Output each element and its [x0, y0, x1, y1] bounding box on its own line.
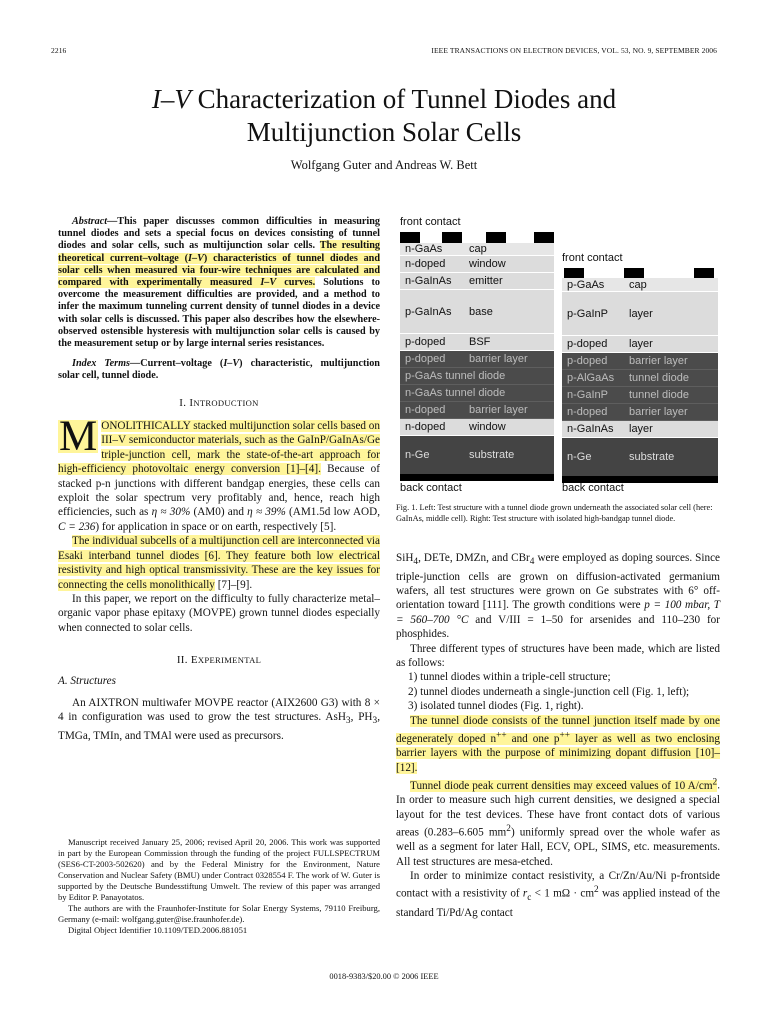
layer-p-gaas	[562, 278, 718, 292]
intro-p2-rest: [7]–[9].	[214, 578, 253, 591]
structures-a: An AIXTRON multiwafer MOVPE reactor (AIX2600 G3) with 8 × 4 in configuration was used to grow the test structures. AsH	[58, 696, 380, 724]
layer-role: layer	[629, 423, 653, 435]
layer-material: p-GaAs tunnel diode	[405, 370, 506, 382]
structures-sub-ph3: 3	[372, 716, 378, 727]
contact-pad	[564, 268, 584, 278]
layer-material: n-GaAs	[405, 243, 443, 255]
layer-role: barrier layer	[629, 406, 688, 418]
rc-p4-rest2: ) uniformly spread over the whole wafer as well as a segment for later Hall, ECV, OPL, SIMS, etc. measurements. All test structures are mesa-etched.	[396, 826, 721, 868]
intro-p1-highlight: ONOLITHICALLY stacked multijunction solar cells based on III–V semiconductor materials, such as the GaInP/GaInAs/Ge triple-junction cell, mark the state-of-the-art approach for high-efficiency photovoltaic energy conversion [1]–[4].	[58, 420, 380, 476]
layer-material: n-Ge	[567, 451, 592, 463]
intro-paragraph-3: In this paper, we report on the difficulty to fully characterize metal–organic vapor phase epitaxy (MOVPE) grown tunnel diodes especially when connected to solar cells.	[58, 592, 380, 634]
back-contact-bar	[400, 474, 554, 481]
structures-paragraph	[58, 696, 380, 743]
rc-sup-p: ++	[559, 730, 571, 741]
layer-n-gainp	[562, 387, 718, 404]
contact-pad	[624, 268, 644, 278]
index-terms-iv: I–V	[223, 358, 240, 370]
layer-role: emitter	[469, 275, 503, 287]
layer-role: layer	[629, 308, 653, 320]
section2-numeral: II.	[176, 654, 188, 667]
subsection-structures: A. Structures	[58, 674, 117, 687]
rc-p5-c: c	[527, 893, 532, 904]
left-front-contact-label: front contact	[400, 216, 461, 228]
rc-p5-a: In order to minimize contact resistivity, a Cr/Zn/Au/Ni p-frontside contact with a resistivity of	[396, 869, 720, 901]
structures-types-paragraph: Three different types of structures have been made, which are listed as follows:	[396, 642, 720, 670]
abstract-hl-a: The resulting theoretical current–voltage (	[58, 240, 380, 264]
journal-header: IEEE TRANSACTIONS ON ELECTRON DEVICES, VOL. 53, NO. 9, SEPTEMBER 2006	[431, 46, 717, 55]
abstract-hl-c: curves.	[276, 277, 316, 289]
rc-p3-c: layer as well as two enclosing barrier layers with the purpose of minimizing dopant diffusion [10]–[12].	[396, 732, 720, 774]
layer-n-doped	[400, 419, 554, 436]
abstract-hl-b: ) characteristics of tunnel diodes and solar cells when measured via four-wire techniques are calculated and compared with experimentally measured	[58, 252, 380, 289]
rc-p1-c: were employed as doping sources. Since triple-junction cells are grown on diffusion-activated germanium wafers, all test structures were grown on Ge substrates with 6° off-orientation toward [111]. The growth conditions were	[396, 552, 721, 612]
section2-rest: XPERIMENTAL	[197, 655, 262, 666]
list-item: 3) isolated tunnel diodes (Fig. 1, right).	[408, 700, 584, 713]
layer-role: tunnel diode	[629, 389, 689, 401]
title-iv: I–V	[151, 84, 191, 114]
rc-p5-d: < 1 mΩ · cm	[531, 888, 595, 901]
layer-role: BSF	[469, 336, 491, 348]
layer-material: p-GaInP	[567, 308, 608, 320]
rc-p5-sup: 2	[594, 885, 599, 896]
rc-sub-sih4: 4	[413, 557, 419, 568]
rc-p1-d: p = 100 mbar, T = 560–700 °C	[396, 599, 720, 626]
section2-first-letter: E	[190, 654, 198, 667]
layer-material: n-GaInAs	[405, 275, 452, 287]
layer-role: window	[469, 258, 506, 270]
section1-rest: NTRODUCTION	[193, 397, 259, 408]
abstract-label: Abstract—	[72, 216, 118, 227]
layer-p-doped	[562, 336, 718, 353]
figure-1	[396, 214, 722, 494]
structures-b: , PH	[350, 711, 373, 724]
authors: Wolfgang Guter and Andreas W. Bett	[290, 158, 478, 172]
layer-role: cap	[469, 243, 487, 255]
intro-conc: C = 236	[58, 520, 96, 533]
paper-title	[0, 83, 768, 149]
layer-n-doped	[400, 256, 554, 273]
abstract-text3: Solutions to overcome the measurement difficulties are provided, and a method to infer the maximum tunneling current density of tunnel diodes in a device with solar cells is discussed. This paper also describes how the elsewhere-observed ostensible hysteresis with multijunction solar cells is caused by the measurement setup or by large internal series resistances.	[58, 277, 380, 350]
layer-material: p-GaInAs	[405, 306, 452, 318]
footnote-manuscript: Manuscript received January 25, 2006; revised April 20, 2006. This work was supported in part by the European Commission through the funding of the project FULLSPECTRUM (SES6-CT-2003-502620) and by the Federal Ministry for the Environment, Nature Conservation and Nuclear Safety (BMU) under Contract 0328554 F. The work of W. Guter is supported by the Deutsche Bundesstiftung Umwelt. The review of this paper was arranged by Editor P. Panayotatos.	[58, 837, 380, 902]
left-column	[58, 216, 380, 743]
footer-copyright: 0018-9383/$20.00 © 2006 IEEE	[329, 972, 439, 981]
abstract-hl-iv: I–V	[188, 252, 204, 264]
index-terms-label: Index Terms—	[72, 358, 141, 370]
layer-role: cap	[629, 279, 647, 291]
rc-sub-cbr4: 4	[529, 557, 535, 568]
section-heading-experimental	[58, 653, 380, 667]
rc-p4-a: Tunnel diode peak current densities may exceed values of 10 A/cm	[410, 779, 713, 792]
intro-p1-b: (AM0) and	[190, 506, 248, 519]
contact-pad	[694, 268, 714, 278]
right-front-contact-label: front contact	[562, 252, 623, 264]
layer-n-gaas	[400, 243, 554, 256]
layer-material: p-doped	[405, 353, 446, 365]
intro-p2-highlight: The individual subcells of a multijunction cell are interconnected via Esaki interband tunnel diodes [6]. They feature both low electrical resistivity and high optical transmissivity. These are the key issues for connecting the cells monolithically	[58, 535, 380, 591]
rc-p5-b: r	[522, 888, 528, 901]
layer-n-gainas	[562, 421, 718, 438]
section1-numeral: I.	[179, 396, 187, 409]
list-item: 2) tunnel diodes underneath a single-junction cell (Fig. 1, left);	[408, 685, 690, 698]
layer-p-algaas	[562, 370, 718, 387]
index-terms-a: Current–voltage (	[140, 358, 224, 370]
index-terms	[58, 358, 380, 382]
abstract-hl-iv2: I–V	[260, 277, 277, 289]
layer-material: n-Ge	[405, 449, 430, 461]
layer-material: p-doped	[405, 336, 446, 348]
footnote	[58, 837, 380, 936]
intro-eta2: η ≈ 39%	[247, 506, 286, 519]
layer-n-ge	[562, 438, 718, 476]
rc-p1-a: SiH	[396, 552, 414, 564]
intro-paragraph-2	[58, 534, 380, 592]
layer-p-gaas-tunnel-diode	[400, 368, 554, 385]
structure-list	[396, 670, 720, 713]
rc-p4-rest: . In order to measure such high current densities, we designed a special layout for the test devices. These have front contact dots of various areas (0.283–6.605 mm	[396, 779, 720, 839]
intro-paragraph-1	[58, 413, 380, 534]
layer-p-gainp	[562, 292, 718, 336]
structures-c: , TMGa, TMIn, and TMAl were used as precursors.	[58, 711, 380, 742]
structures-sub-ash3: 3	[345, 716, 351, 727]
page-number: 2216	[51, 46, 67, 55]
abstract	[58, 216, 380, 350]
layer-role: window	[469, 421, 506, 433]
section1-first-letter: I	[189, 396, 194, 409]
tunnel-diode-highlight	[396, 715, 720, 774]
layer-material: n-doped	[405, 421, 446, 433]
layer-role: tunnel diode	[629, 372, 689, 384]
rc-p4-sup2: 2	[506, 824, 511, 835]
layer-p-doped	[562, 353, 718, 370]
dropcap: M	[59, 413, 98, 461]
layer-material: n-GaInP	[567, 389, 608, 401]
intro-p1-a: Because of stacked p-n junctions with different bandgap energies, these cells can exploit the solar spectrum very profitably and, hence, reach high efficiencies, such as	[58, 463, 380, 519]
rc-p3-b: and one p	[506, 732, 560, 745]
rc-p3-a: The tunnel diode consists of the tunnel junction itself made by one degenerately doped n	[396, 714, 720, 745]
layer-material: n-GaAs tunnel diode	[405, 387, 506, 399]
layer-n-gaas-tunnel-diode	[400, 385, 554, 402]
index-terms-b: ) characteristic, multijunction solar cell, tunnel diode.	[58, 358, 380, 382]
layer-material: p-doped	[567, 355, 608, 367]
layer-role: base	[469, 306, 493, 318]
figure-caption: Fig. 1. Left: Test structure with a tunnel diode grown underneath the associated solar cell (here: GaInAs, middle cell). Right: Test structure with isolated high-bandgap tunnel diode.	[396, 503, 713, 523]
layer-material: p-GaAs	[567, 279, 605, 291]
tunnel-diode-paragraph	[396, 714, 720, 775]
layer-role: barrier layer	[469, 353, 528, 365]
abstract-text1: This paper discusses common difficulties in measuring tunnel diodes and sets a special focus on devices consisting of tunnel diodes and solar cells, such as multijunction solar cells.	[58, 216, 380, 252]
rc-p4-sup: 2	[712, 777, 718, 788]
layer-role: substrate	[469, 449, 515, 461]
layer-p-doped	[400, 351, 554, 368]
title-line1: Characterization of Tunnel Diodes and	[190, 84, 617, 114]
left-back-contact-label: back contact	[400, 482, 462, 494]
rc-sup-n: ++	[496, 730, 507, 741]
layer-role: barrier layer	[469, 404, 528, 416]
title-line2: Multijunction Solar Cells	[246, 117, 522, 147]
layer-role: substrate	[629, 451, 675, 463]
layer-n-doped	[562, 404, 718, 421]
layer-material: p-AlGaAs	[567, 372, 615, 384]
rc-p1-e: and V/III = 1–50 for arsenides and 110–230 for phosphides.	[396, 613, 720, 641]
layer-p-doped	[400, 334, 554, 351]
layer-material: p-doped	[567, 338, 608, 350]
layer-material: n-doped	[567, 406, 608, 418]
footnote-doi: Digital Object Identifier 10.1109/TED.2006.881051	[68, 925, 248, 935]
layer-material: n-doped	[405, 404, 446, 416]
rc-p1-b: , DETe, DMZn, and CBr	[418, 552, 530, 564]
layer-n-gainas	[400, 273, 554, 290]
layer-material: n-GaInAs	[567, 423, 614, 435]
layer-p-gainas	[400, 290, 554, 334]
current-density-highlight	[410, 777, 718, 792]
rc-p5-e: was applied instead of the standard Ti/Pd/Ag contact	[396, 888, 720, 919]
layer-material: n-doped	[405, 258, 446, 270]
layer-role: barrier layer	[629, 355, 688, 367]
right-column	[396, 551, 720, 920]
intro-eta1: η ≈ 30%	[151, 506, 191, 519]
footnote-authors: The authors are with the Fraunhofer-Institute for Solar Energy Systems, 79110 Freiburg, Germany (e-mail: wolfgang.guter@ise.fraunhofer.de).	[58, 903, 380, 924]
current-density-paragraph	[396, 775, 720, 869]
intro-p1-c: (AM1.5d low AOD,	[285, 506, 380, 519]
layer-n-ge	[400, 436, 554, 474]
list-item: 1) tunnel diodes within a triple-cell structure;	[408, 671, 611, 684]
doping-paragraph	[396, 551, 720, 642]
section-heading-introduction	[58, 396, 380, 410]
layer-n-doped	[400, 402, 554, 419]
layer-role: layer	[629, 338, 653, 350]
right-back-contact-label: back contact	[562, 482, 624, 494]
contact-paragraph	[396, 869, 720, 920]
intro-p1-d: ) for application in space or on earth, respectively [5].	[95, 520, 337, 533]
